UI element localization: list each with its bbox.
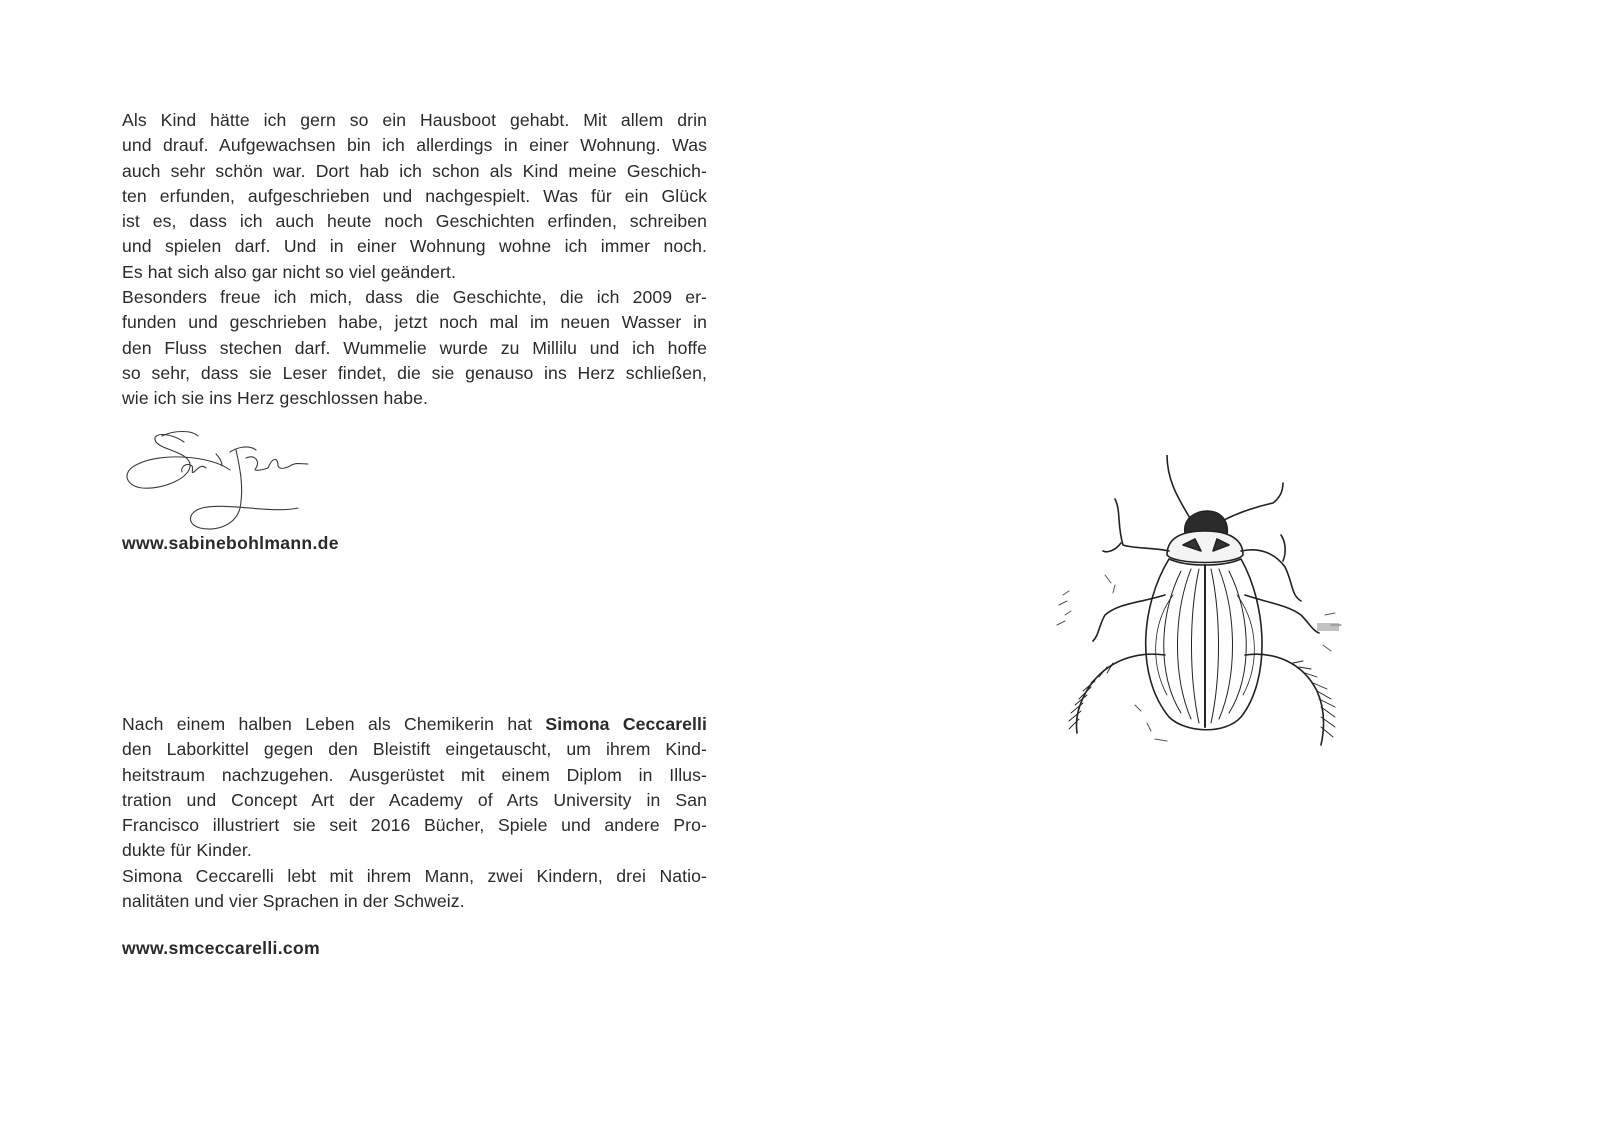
bio-line: Nach einem halben Leben als Chemikerin hat Simona Ceccarelli	[122, 714, 707, 734]
illustrator-name: Simona Ceccarelli	[545, 714, 707, 734]
bio-line: funden und geschrieben habe, jetzt noch mal im neuen Wasser in	[122, 312, 707, 333]
bio-line: Simona Ceccarelli lebt mit ihrem Mann, zwei Kindern, drei Natio-	[122, 865, 707, 886]
bio-line: Francisco illustriert sie seit 2016 Bücher, Spiele und andere Pro-	[122, 815, 707, 836]
bio-line: und spielen darf. Und in einer Wohnung wohne ich immer noch.	[122, 236, 707, 257]
author-signature	[122, 428, 322, 533]
bio-line: nalitäten und vier Sprachen in der Schweiz.	[122, 891, 465, 912]
illustrator-website[interactable]: www.smceccarelli.com	[122, 938, 321, 958]
bio-line: ist es, dass ich auch heute noch Geschichten erfinden, schreiben	[122, 211, 707, 232]
bio-line: so sehr, dass sie Leser findet, die sie genauso ins Herz schließen,	[122, 362, 707, 383]
bio-line: Es hat sich also gar nicht so viel geändert.	[122, 261, 456, 282]
bio-line: auch sehr schön war. Dort hab ich schon als Kind meine Geschich-	[122, 160, 707, 181]
author-website[interactable]: www.sabinebohlmann.de	[122, 533, 339, 553]
bio-line: Als Kind hätte ich gern so ein Hausboot gehabt. Mit allem drin	[122, 110, 707, 130]
bio-line: ten erfunden, aufgeschrieben und nachgespielt. Was für ein Glück	[122, 185, 707, 206]
bio-line: heitstraum nachzugehen. Ausgerüstet mit einem Diplom in Illus-	[122, 764, 707, 785]
beetle-illustration	[1055, 455, 1355, 785]
bio-line: und drauf. Aufgewachsen bin ich allerdings in einer Wohnung. Was	[122, 135, 707, 156]
illustrator-bio	[122, 712, 707, 914]
bio-line: dukte für Kinder.	[122, 840, 252, 861]
illustrator-bio-text	[122, 712, 707, 914]
bio-line: den Laborkittel gegen den Bleistift eingetauscht, um ihrem Kind-	[122, 739, 707, 760]
bio-line: tration und Concept Art der Academy of Arts University in San	[122, 789, 707, 810]
bio-line: wie ich sie ins Herz geschlossen habe.	[122, 388, 428, 409]
author-bio-text	[122, 108, 707, 412]
bio-line: den Fluss stechen darf. Wummelie wurde zu Millilu und ich hoffe	[122, 337, 707, 358]
author-bio	[122, 108, 707, 412]
bio-line: Besonders freue ich mich, dass die Geschichte, die ich 2009 er-	[122, 287, 707, 308]
